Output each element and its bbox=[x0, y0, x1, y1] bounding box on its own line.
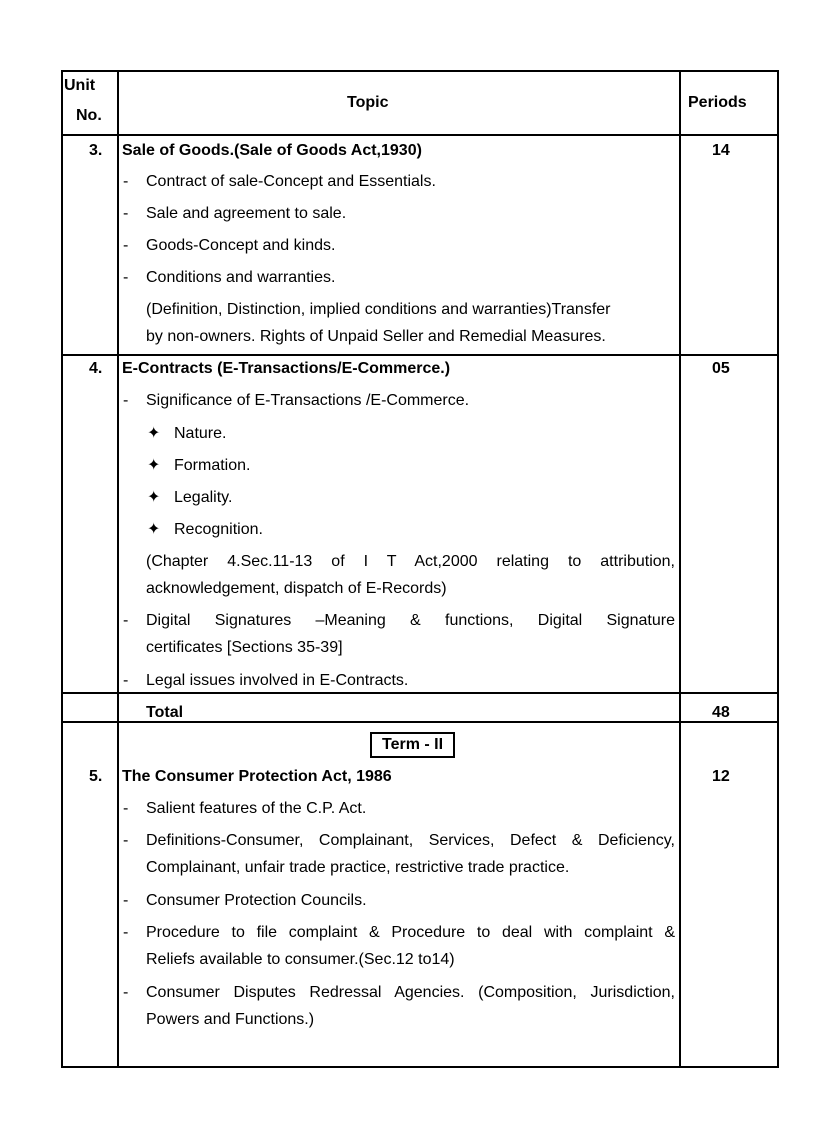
unit4-subitem-recognition: Recognition. bbox=[174, 521, 263, 538]
header-no: No. bbox=[76, 107, 102, 124]
unit3-note-line2: by non-owners. Rights of Unpaid Seller and Remedial Measures. bbox=[146, 328, 606, 345]
unit3-title: Sale of Goods.(Sale of Goods Act,1930) bbox=[122, 142, 422, 159]
header-unit: Unit bbox=[64, 77, 96, 94]
unit4-number: 4. bbox=[89, 360, 103, 377]
unit5-item5-line1: Consumer Disputes Redressal Agencies. (Composition, Jurisdiction, bbox=[146, 984, 675, 1001]
unit4-item2-line1: Digital Signatures –Meaning & functions, Digital Signature bbox=[146, 612, 675, 629]
header-row-divider bbox=[63, 134, 777, 136]
unit4-subitem-nature: Nature. bbox=[174, 425, 227, 442]
unit3-periods: 14 bbox=[712, 142, 730, 159]
row-divider-unit3 bbox=[63, 354, 777, 356]
unit3-item3-dash: - bbox=[123, 237, 129, 254]
row-divider-unit4 bbox=[63, 692, 777, 694]
unit4-periods: 05 bbox=[712, 360, 730, 377]
total-value: 48 bbox=[712, 704, 730, 721]
unit3-item1: Contract of sale-Concept and Essentials. bbox=[146, 173, 436, 190]
star-bullet-icon: ✦ bbox=[147, 425, 161, 442]
unit3-item4: Conditions and warranties. bbox=[146, 269, 336, 286]
unit5-item1: Salient features of the C.P. Act. bbox=[146, 800, 367, 817]
column-divider-unit bbox=[117, 72, 119, 1066]
unit3-item2: Sale and agreement to sale. bbox=[146, 205, 347, 222]
unit5-title: The Consumer Protection Act, 1986 bbox=[122, 768, 392, 785]
unit3-note-line1: (Definition, Distinction, implied conditions and warranties)Transfer bbox=[146, 301, 611, 318]
term-ii-label: Term - II bbox=[370, 732, 455, 758]
unit4-title: E-Contracts (E-Transactions/E-Commerce.) bbox=[122, 360, 451, 377]
unit3-item4-dash: - bbox=[123, 269, 129, 286]
unit5-number: 5. bbox=[89, 768, 103, 785]
unit5-item2-dash: - bbox=[123, 832, 129, 849]
unit5-periods: 12 bbox=[712, 768, 730, 785]
unit5-item2-line1: Definitions-Consumer, Complainant, Services, Defect & Deficiency, bbox=[146, 832, 675, 849]
header-topic: Topic bbox=[347, 94, 389, 111]
unit4-item2-dash: - bbox=[123, 612, 129, 629]
unit5-item3-dash: - bbox=[123, 892, 129, 909]
unit5-item3: Consumer Protection Councils. bbox=[146, 892, 367, 909]
unit4-note-line1: (Chapter 4.Sec.11-13 of I T Act,2000 relating to attribution, bbox=[146, 553, 675, 570]
unit3-item3: Goods-Concept and kinds. bbox=[146, 237, 336, 254]
unit5-item5-line2: Powers and Functions.) bbox=[146, 1011, 315, 1028]
unit5-item4-dash: - bbox=[123, 924, 129, 941]
unit5-item4-line1: Procedure to file complaint & Procedure to deal with complaint & bbox=[146, 924, 675, 941]
star-bullet-icon: ✦ bbox=[147, 457, 161, 474]
unit5-item4-line2: Reliefs available to consumer.(Sec.12 to14) bbox=[146, 951, 455, 968]
unit3-number: 3. bbox=[89, 142, 103, 159]
unit4-note-line2: acknowledgement, dispatch of E-Records) bbox=[146, 580, 447, 597]
unit3-item1-dash: - bbox=[123, 173, 129, 190]
total-label: Total bbox=[146, 704, 184, 721]
unit5-item1-dash: - bbox=[123, 800, 129, 817]
unit4-item3: Legal issues involved in E-Contracts. bbox=[146, 672, 409, 689]
unit4-item1: Significance of E-Transactions /E-Commerce. bbox=[146, 392, 470, 409]
star-bullet-icon: ✦ bbox=[147, 521, 161, 538]
column-divider-periods bbox=[679, 72, 681, 1066]
unit3-item2-dash: - bbox=[123, 205, 129, 222]
unit4-subitem-legality: Legality. bbox=[174, 489, 233, 506]
unit5-item2-line2: Complainant, unfair trade practice, restrictive trade practice. bbox=[146, 859, 570, 876]
unit4-item3-dash: - bbox=[123, 672, 129, 689]
unit5-item5-dash: - bbox=[123, 984, 129, 1001]
unit4-item1-dash: - bbox=[123, 392, 129, 409]
star-bullet-icon: ✦ bbox=[147, 489, 161, 506]
unit4-subitem-formation: Formation. bbox=[174, 457, 251, 474]
header-periods: Periods bbox=[688, 94, 747, 111]
unit4-item2-line2: certificates [Sections 35-39] bbox=[146, 639, 343, 656]
